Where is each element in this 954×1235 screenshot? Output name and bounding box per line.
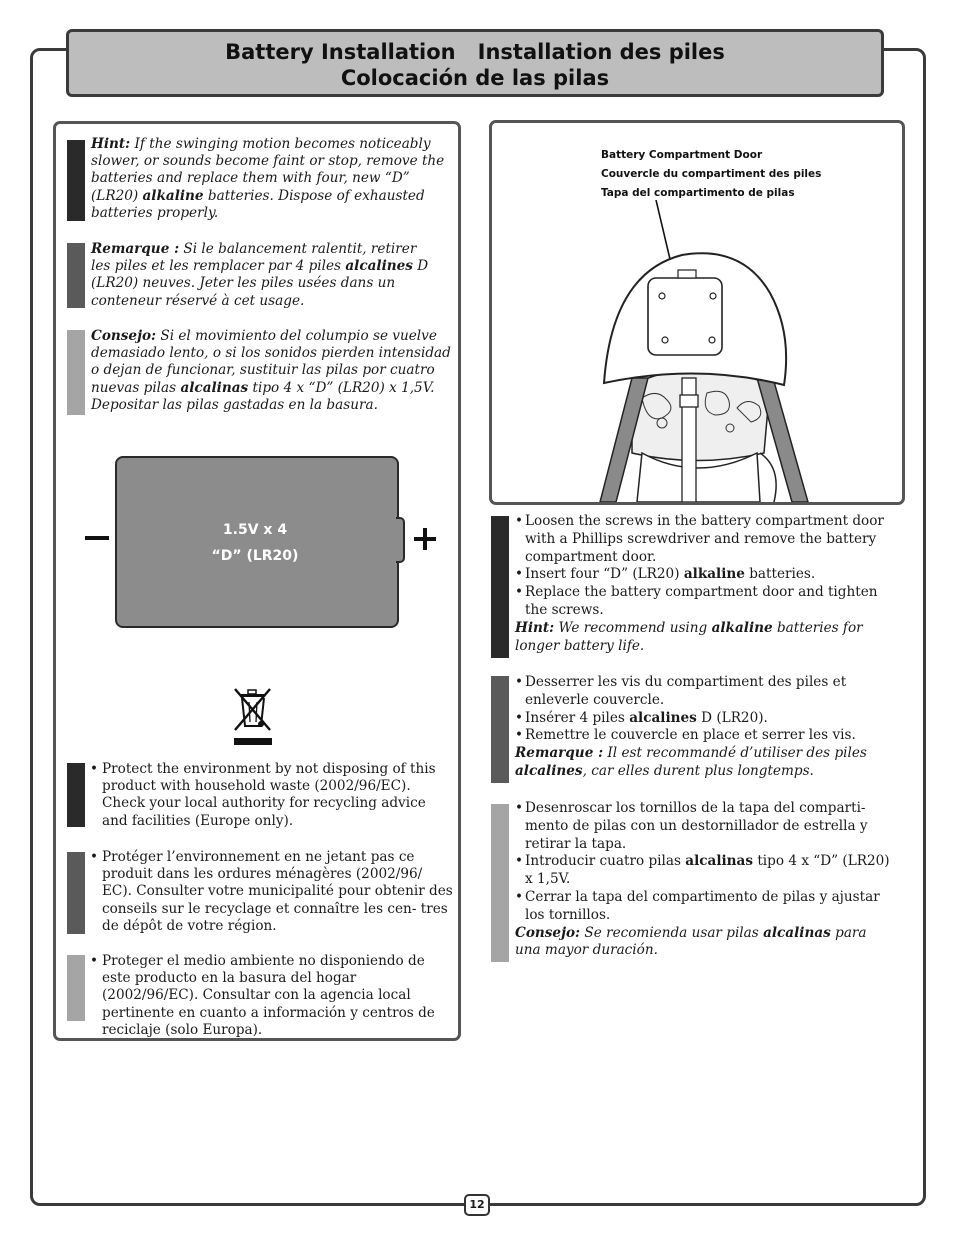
note-es-bold: alcalinas [763, 924, 831, 941]
language-bar-steps-es [491, 804, 509, 962]
env-es [88, 953, 456, 1039]
step-en-2-bold: alkaline [683, 566, 745, 583]
callout-fr: Couvercle du compartiment des piles [601, 168, 822, 180]
step-fr-2-pre: Insérer 4 piles [525, 709, 625, 726]
language-bar-fr [67, 243, 85, 308]
hint-fr-label: Remarque : [91, 241, 180, 257]
step-fr-2-post: D (LR20). [701, 709, 768, 726]
title-banner [66, 29, 884, 97]
step-es-1: • Desenroscar los tornillos de la tapa del comparti- mento de pilas con un destornillador de estrella y retirar la tapa. [515, 800, 895, 853]
note-en [515, 620, 895, 656]
env-fr-item: • Protéger l’environnement en ne jetant pas ce produit dans les ordures ménagères (2002/96/ EC). Consulter votre municipalité pour obtenir des conseils sur le recyclage et connaître les cen- tres de dépôt de votre région. [88, 849, 453, 935]
note-en-pre: We recommend using [558, 619, 708, 636]
language-bar-steps-fr [491, 676, 509, 783]
step-en-2-post: batteries. [749, 566, 816, 583]
hint-en [91, 136, 446, 222]
title-line-1 [69, 39, 881, 65]
step-en-1: • Loosen the screws in the battery compartment door with a Phillips screwdriver and remove the battery compartment door. [515, 513, 895, 566]
hint-en-bold: alkaline [142, 187, 204, 204]
steps-fr [515, 674, 895, 781]
hint-es-label: Consejo: [91, 328, 157, 344]
hint-es-text1: Si el movimiento del columpio se vuelve demasiado lento, o si los sonidos pierden intensidad o dejan de funcionar, sustituir las pilas por cuatro nuevas pilas [91, 328, 451, 396]
step-en-2 [515, 566, 895, 584]
hint-fr-text2: D (LR20) neuves. Jeter les piles usées dans un conteneur réservé à cet usage. [91, 258, 429, 309]
language-bar-env-es [67, 955, 85, 1021]
env-en [88, 761, 453, 830]
step-fr-1: • Desserrer les vis du compartiment des piles et enleverle couvercle. [515, 674, 895, 710]
step-es-2-bold: alcalinas [685, 853, 753, 870]
step-en-2-pre: Insert four “D” (LR20) [525, 566, 680, 583]
battery-label [200, 517, 310, 569]
note-es-pre: Se recomienda usar pilas [584, 924, 759, 941]
hint-en-label: Hint: [91, 136, 131, 152]
hint-es [91, 328, 456, 414]
battery-voltage: 1.5V x 4 [222, 522, 288, 538]
step-es-2-pre: Introducir cuatro pilas [525, 853, 681, 870]
battery-size: “D” (LR20) [211, 548, 299, 564]
language-bar-env-fr [67, 852, 85, 934]
step-es-2 [515, 853, 895, 889]
env-en-item: • Protect the environment by not disposing of this product with household waste (2002/96/EC). Check your local authority for recycling advice and facilities (Europe only). [88, 761, 453, 830]
note-es-post: para una mayor duración. [515, 924, 867, 959]
note-fr-pre: Il est recommandé d’utiliser des piles [607, 745, 867, 762]
env-es-item: • Proteger el medio ambiente no disponiendo de este producto en la basura del hogar (2002/96/EC). Consultar con la agencia local pertinente en cuanto a información y centros de reciclaje (solo Europa). [88, 953, 456, 1039]
step-es-2-post: tipo 4 x “D” (LR20) x 1,5V. [525, 853, 890, 888]
battery-positive-terminal [396, 517, 405, 563]
callout-es: Tapa del compartimento de pilas [601, 187, 795, 199]
title-en: Battery Installation [225, 40, 456, 64]
hint-es-bold: alcalinas [180, 379, 249, 396]
callout-en: Battery Compartment Door [601, 149, 763, 161]
hint-fr [91, 241, 431, 310]
hint-en-text1: If the swinging motion becomes noticeably slower, or sounds become faint or stop, remove the batteries and replace them with four, new “D” (LR20) [91, 136, 445, 204]
env-fr [88, 849, 453, 935]
language-bar-en [67, 140, 85, 221]
note-en-bold: alkaline [711, 619, 773, 636]
step-es-3: • Cerrar la tapa del compartimento de pilas y ajustar los tornillos. [515, 889, 895, 925]
steps-en [515, 513, 895, 655]
steps-es [515, 800, 895, 960]
hint-en-text2: batteries. Dispose of exhausted batteries properly. [91, 187, 425, 221]
note-fr-label: Remarque : [515, 745, 604, 762]
note-fr-post: , car elles durent plus longtemps. [582, 762, 814, 779]
language-bar-env-en [67, 763, 85, 827]
page-number: 12 [464, 1194, 490, 1216]
plus-sign-vertical [423, 528, 427, 550]
note-en-post: batteries for longer battery life. [515, 619, 863, 654]
step-fr-3: • Remettre le couvercle en place et serrer les vis. [515, 727, 895, 745]
minus-sign [85, 536, 109, 540]
language-bar-es [67, 330, 85, 415]
step-en-3: • Replace the battery compartment door and tighten the screws. [515, 584, 895, 620]
language-bar-steps-en [491, 516, 509, 658]
note-en-label: Hint: [515, 619, 555, 636]
hint-fr-text1: Si le balancement ralentit, retirer les piles et les remplacer par 4 piles [91, 241, 417, 275]
hint-fr-bold: alcalines [345, 258, 413, 275]
title-es: Colocación de las pilas [340, 66, 610, 90]
swing-illustration [492, 123, 902, 502]
hint-es-text2: tipo 4 x “D” (LR20) x 1,5V. Depositar las pilas gastadas en la basura. [91, 379, 435, 413]
step-fr-2 [515, 710, 895, 728]
title-fr: Installation des piles [477, 40, 725, 64]
step-fr-2-bold: alcalines [629, 709, 697, 726]
note-es-label: Consejo: [515, 924, 581, 941]
crossed-bin-icon [230, 684, 278, 748]
note-fr [515, 745, 895, 781]
note-es [515, 925, 895, 961]
note-fr-bold: alcalines [515, 762, 583, 779]
